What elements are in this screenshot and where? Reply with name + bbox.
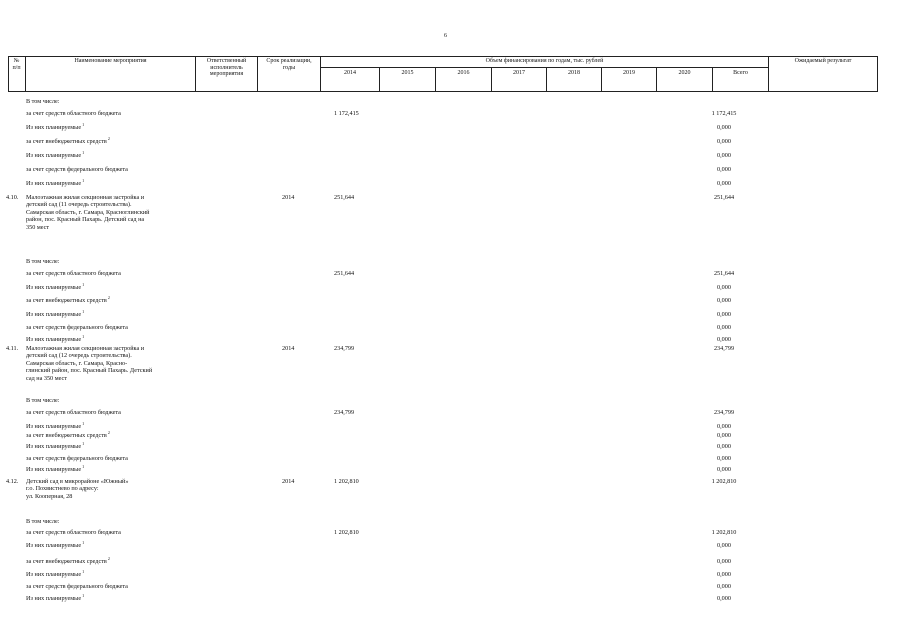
row-name: за счет средств областного бюджета [26, 529, 121, 536]
row-name: В том числе: [26, 258, 60, 265]
value-total: 0,000 [717, 558, 731, 565]
table-row [0, 166, 905, 174]
row-name: Из них планируемые $^1$ [26, 333, 85, 343]
table-row [0, 135, 905, 146]
table-row [0, 110, 905, 118]
value-2014: 1 202,810 [334, 529, 359, 536]
header-total: Всего [733, 70, 748, 76]
value-total: 0,000 [717, 466, 731, 473]
value-total: 251,644 [713, 194, 735, 201]
row-name: Малоэтажная жилая секционная застройка и детский сад (11 очередь строительства). Самарская область, г. Самара, Красноглинский район, пос. Красный Пахарь. Детский сад на 350 мест [26, 194, 150, 231]
row-name: Из них планируемые $^1$ [26, 177, 85, 187]
table-row [0, 308, 905, 319]
footnote-mark: 2 [106, 429, 110, 435]
header-year: 2015 [401, 70, 414, 76]
value-total: 0,000 [717, 311, 731, 318]
row-name: за счет внебюджетных средств $^2$ [26, 429, 110, 439]
value-2014: 1 172,415 [334, 110, 359, 117]
table-row [0, 568, 905, 579]
row-name: Из них планируемые $^1$ [26, 440, 85, 450]
value-2014: 234,799 [334, 409, 355, 416]
row-name: Из них планируемые $^1$ [26, 568, 85, 578]
footnote-mark: 1 [81, 149, 85, 155]
row-name: за счет средств областного бюджета [26, 270, 121, 277]
table-row [0, 409, 905, 417]
header-result: Ожидаемый результат [794, 58, 852, 64]
row-name: за счет средств федерального бюджета [26, 166, 128, 173]
row-name: Из них планируемые $^1$ [26, 463, 85, 473]
row-name: В том числе: [26, 98, 60, 105]
row-name: за счет внебюджетных средств $^2$ [26, 555, 110, 565]
row-name: Из них планируемые $^1$ [26, 121, 85, 131]
header-year: 2020 [678, 70, 691, 76]
table-row [0, 121, 905, 132]
row-number: 4.11. [6, 345, 19, 352]
table-row [0, 529, 905, 537]
row-name: Детский сад в микрорайоне «Южный» г.о. Похвистнево по адресу: ул. Кооперная, 28 [26, 478, 129, 500]
table-row [0, 177, 905, 188]
value-total: 251,644 [713, 270, 735, 277]
row-name: за счет внебюджетных средств $^2$ [26, 135, 110, 145]
table-row [0, 420, 905, 431]
row-name: за счет средств федерального бюджета [26, 583, 128, 590]
value-2014: 251,644 [334, 194, 355, 201]
header-year: 2016 [457, 70, 470, 76]
table-row [0, 463, 905, 474]
table-row [0, 555, 905, 566]
value-total: 0,000 [717, 571, 731, 578]
value-total: 0,000 [717, 324, 731, 331]
value-total: 0,000 [717, 336, 731, 343]
value-total: 0,000 [717, 595, 731, 602]
table-row [0, 440, 905, 451]
row-name: В том числе: [26, 518, 60, 525]
header-term: Срок реализации, годы [266, 58, 312, 71]
value-total: 0,000 [717, 180, 731, 187]
header-name: Наименование мероприятия [74, 58, 147, 64]
table-row [0, 281, 905, 292]
footnote-mark: 1 [81, 440, 85, 446]
row-name: за счет средств федерального бюджета [26, 455, 128, 462]
table-row [0, 258, 905, 266]
table-row [0, 324, 905, 332]
header-year: 2014 [344, 70, 356, 76]
table-row [0, 98, 905, 106]
value-total: 0,000 [717, 284, 731, 291]
table-row [0, 149, 905, 160]
value-2014: 251,644 [334, 270, 355, 277]
row-name: за счет средств федерального бюджета [26, 324, 128, 331]
table-row [0, 397, 905, 405]
value-2014: 1 202,810 [334, 478, 359, 485]
value-total: 1 202,810 [711, 478, 737, 485]
row-name: Малоэтажная жилая секционная застройка и детский сад (12 очередь строительства). Самарская область, г. Самара, Красно- глинский район, пос. Красный Пахарь. Детский сад на 350 мест [26, 345, 153, 382]
table-row [0, 429, 905, 440]
value-total: 0,000 [717, 138, 731, 145]
footnote-mark: 1 [81, 568, 85, 574]
value-total: 234,799 [713, 409, 735, 416]
value-total: 0,000 [717, 443, 731, 450]
header-responsible: Ответственный исполнитель мероприятия [206, 58, 247, 78]
value-total: 0,000 [717, 432, 731, 439]
row-name: Из них планируемые $^1$ [26, 281, 85, 291]
table-row [0, 478, 905, 500]
row-year: 2014 [282, 478, 295, 485]
footnote-mark: 1 [81, 121, 85, 127]
footnote-mark: 2 [106, 294, 110, 300]
table-row [0, 333, 905, 344]
row-name: Из них планируемые $^1$ [26, 539, 85, 549]
footnote-mark: 1 [81, 177, 85, 183]
value-total: 0,000 [717, 455, 731, 462]
table-row [0, 294, 905, 305]
value-total: 0,000 [717, 124, 731, 131]
value-total: 0,000 [717, 423, 731, 430]
row-name: В том числе: [26, 397, 60, 404]
row-name: Из них планируемые $^1$ [26, 420, 85, 430]
value-total: 1 202,810 [711, 529, 737, 536]
row-year: 2014 [282, 345, 295, 352]
header-num: № п/п [12, 58, 21, 71]
table-row [0, 455, 905, 463]
row-name: за счет средств областного бюджета [26, 110, 121, 117]
page-mark: 6 [444, 33, 447, 39]
value-total: 1 172,415 [711, 110, 737, 117]
row-name: Из них планируемые $^1$ [26, 149, 85, 159]
value-total: 0,000 [717, 542, 731, 549]
value-total: 0,000 [717, 152, 731, 159]
row-number: 4.12. [6, 478, 19, 485]
footnote-mark: 1 [81, 592, 85, 598]
value-total: 234,799 [713, 345, 735, 352]
header-year: 2018 [568, 70, 580, 76]
value-2014: 234,799 [334, 345, 355, 352]
value-total: 0,000 [717, 297, 731, 304]
footnote-mark: 2 [106, 135, 110, 141]
table-row [0, 270, 905, 278]
footnote-mark: 1 [81, 333, 85, 339]
header-year: 2017 [513, 70, 525, 76]
header-year: 2019 [623, 70, 635, 76]
footnote-mark: 1 [81, 420, 85, 426]
row-name: за счет средств областного бюджета [26, 409, 121, 416]
row-name: Из них планируемые $^1$ [26, 308, 85, 318]
table-row [0, 592, 905, 603]
value-total: 0,000 [717, 583, 731, 590]
value-total: 0,000 [717, 166, 731, 173]
footnote-mark: 1 [81, 539, 85, 545]
table-row [0, 539, 905, 550]
table-row [0, 194, 905, 231]
footnote-mark: 1 [81, 281, 85, 287]
row-year: 2014 [282, 194, 295, 201]
table-row [0, 583, 905, 591]
table-row [0, 345, 905, 382]
footnote-mark: 1 [81, 308, 85, 314]
row-name: за счет внебюджетных средств $^2$ [26, 294, 110, 304]
header-funding: Объем финансирования по годам, тыс. рублей [485, 58, 604, 64]
table-row [0, 518, 905, 526]
footnote-mark: 1 [81, 463, 85, 469]
footnote-mark: 2 [106, 555, 110, 561]
row-number: 4.10. [6, 194, 19, 201]
table-header [8, 56, 878, 92]
row-name: Из них планируемые $^1$ [26, 592, 85, 602]
